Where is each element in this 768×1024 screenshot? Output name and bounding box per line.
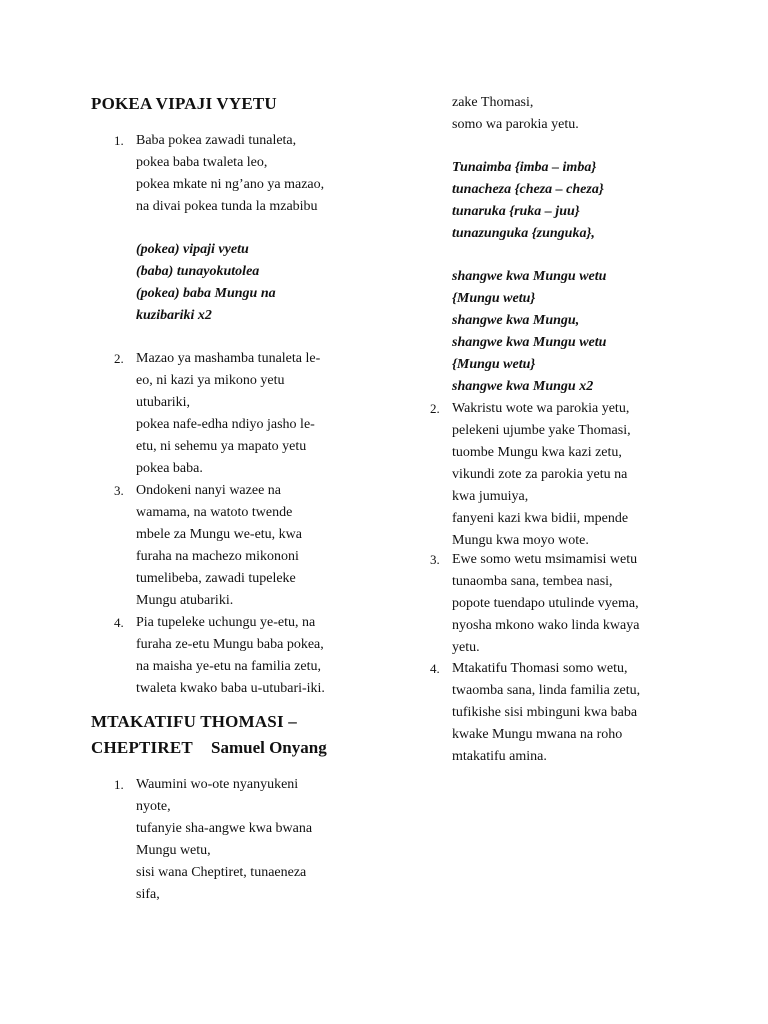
verse-line: Pia tupeleke uchungu ye-etu, na xyxy=(136,615,316,630)
verse-line: furaha na machezo mikononi xyxy=(136,549,299,564)
verse-line: pelekeni ujumbe yake Thomasi, xyxy=(452,423,631,438)
verse-number: 4. xyxy=(430,661,440,676)
verse-line: tumelibeba, zawadi tupeleke xyxy=(136,571,296,586)
verse-line: fanyeni kazi kwa bidii, mpende xyxy=(452,511,629,526)
verse-line: twaomba sana, linda familia zetu, xyxy=(452,683,641,698)
verse-number: 3. xyxy=(114,483,124,498)
verse-line: Mungu wetu, xyxy=(136,843,211,858)
verse-line: nyote, xyxy=(136,799,171,814)
verse-line: eo, ni kazi ya mikono yetu xyxy=(136,373,285,388)
verse-number: 3. xyxy=(430,552,440,567)
verse-line: nyosha mkono wako linda kwaya xyxy=(452,618,640,633)
verse-number: 2. xyxy=(114,351,124,366)
verse-line: sifa, xyxy=(136,887,160,902)
verse-line: zake Thomasi, xyxy=(452,95,534,110)
verse-line: pokea nafe-edha ndiyo jasho le- xyxy=(136,417,315,432)
verse-line: Baba pokea zawadi tunaleta, xyxy=(136,133,297,148)
verse-number: 2. xyxy=(430,401,440,416)
verse-line: mtakatifu amina. xyxy=(452,749,547,764)
verse-line: twaleta kwako baba u-utubari-iki. xyxy=(136,681,325,696)
verse-line: Wakristu wote wa parokia yetu, xyxy=(452,401,630,416)
verse-line: Mtakatifu Thomasi somo wetu, xyxy=(452,661,628,676)
verse-line: furaha ze-etu Mungu baba pokea, xyxy=(136,637,324,652)
verse-line: Mungu atubariki. xyxy=(136,593,234,608)
chorus-line: shangwe kwa Mungu wetu xyxy=(452,269,607,284)
verse-line: vikundi zote za parokia yetu na xyxy=(452,467,628,482)
verse-line: kwa jumuiya, xyxy=(452,489,529,504)
verse-line: popote tuendapo utulinde vyema, xyxy=(452,596,639,611)
verse-line: sisi wana Cheptiret, tunaeneza xyxy=(136,865,307,880)
verse-line: kwake Mungu mwana na roho xyxy=(452,727,623,742)
verse-line: tufikishe sisi mbinguni kwa baba xyxy=(452,705,638,720)
verse-line: pokea baba twaleta leo, xyxy=(136,155,268,170)
verse-line: pokea mkate ni ng’ano ya mazao, xyxy=(136,177,325,192)
verse-line: tufanyie sha-angwe kwa bwana xyxy=(136,821,313,836)
verse-line: wamama, na watoto twende xyxy=(136,505,293,520)
chorus-line: {Mungu wetu} xyxy=(452,357,536,372)
verse-line: tuombe Mungu kwa kazi zetu, xyxy=(452,445,622,460)
chorus-line: Tunaimba {imba – imba} xyxy=(452,160,597,175)
verse-line: Mazao ya mashamba tunaleta le- xyxy=(136,351,321,366)
verse-line: Ewe somo wetu msimamisi wetu xyxy=(452,552,638,567)
song-author: Samuel Onyang xyxy=(211,738,327,757)
chorus-line: (pokea) vipaji vyetu xyxy=(136,242,249,257)
verse-line: tunaomba sana, tembea nasi, xyxy=(452,574,613,589)
verse-number: 1. xyxy=(114,777,124,792)
chorus-line: shangwe kwa Mungu x2 xyxy=(452,379,594,394)
verse-line: utubariki, xyxy=(136,395,191,410)
chorus-line: tunacheza {cheza – cheza} xyxy=(452,182,604,197)
verse-line: Ondokeni nanyi wazee na xyxy=(136,483,281,498)
verse-line: pokea baba. xyxy=(136,461,203,476)
verse-line: na divai pokea tunda la mzabibu xyxy=(136,199,318,214)
verse-line: yetu. xyxy=(452,640,480,655)
verse-line: mbele za Mungu we-etu, kwa xyxy=(136,527,302,542)
verse-number: 4. xyxy=(114,615,124,630)
verse-line: na maisha ye-etu na familia zetu, xyxy=(136,659,322,674)
chorus-line: tunazunguka {zunguka}, xyxy=(452,226,595,241)
chorus-line: kuzibariki x2 xyxy=(136,308,212,323)
chorus-line: {Mungu wetu} xyxy=(452,291,536,306)
chorus-line: tunaruka {ruka – juu} xyxy=(452,204,580,219)
chorus-line: shangwe kwa Mungu, xyxy=(452,313,580,328)
verse-line: Waumini wo-ote nyanyukeni xyxy=(136,777,299,792)
verse-line: somo wa parokia yetu. xyxy=(452,117,579,132)
song-title-pokea-vipaji-vyetu: POKEA VIPAJI VYETU xyxy=(91,94,277,113)
verse-line: etu, ni sehemu ya mapato yetu xyxy=(136,439,307,454)
song-title-cheptiret: CHEPTIRET xyxy=(91,738,193,757)
verse-number: 1. xyxy=(114,133,124,148)
chorus-line: (baba) tunayokutolea xyxy=(136,264,260,279)
verse-line: Mungu kwa moyo wote. xyxy=(452,533,589,548)
song-title-mtakatifu-thomasi: MTAKATIFU THOMASI – xyxy=(91,712,297,731)
chorus-line: shangwe kwa Mungu wetu xyxy=(452,335,607,350)
chorus-line: (pokea) baba Mungu na xyxy=(136,286,276,301)
